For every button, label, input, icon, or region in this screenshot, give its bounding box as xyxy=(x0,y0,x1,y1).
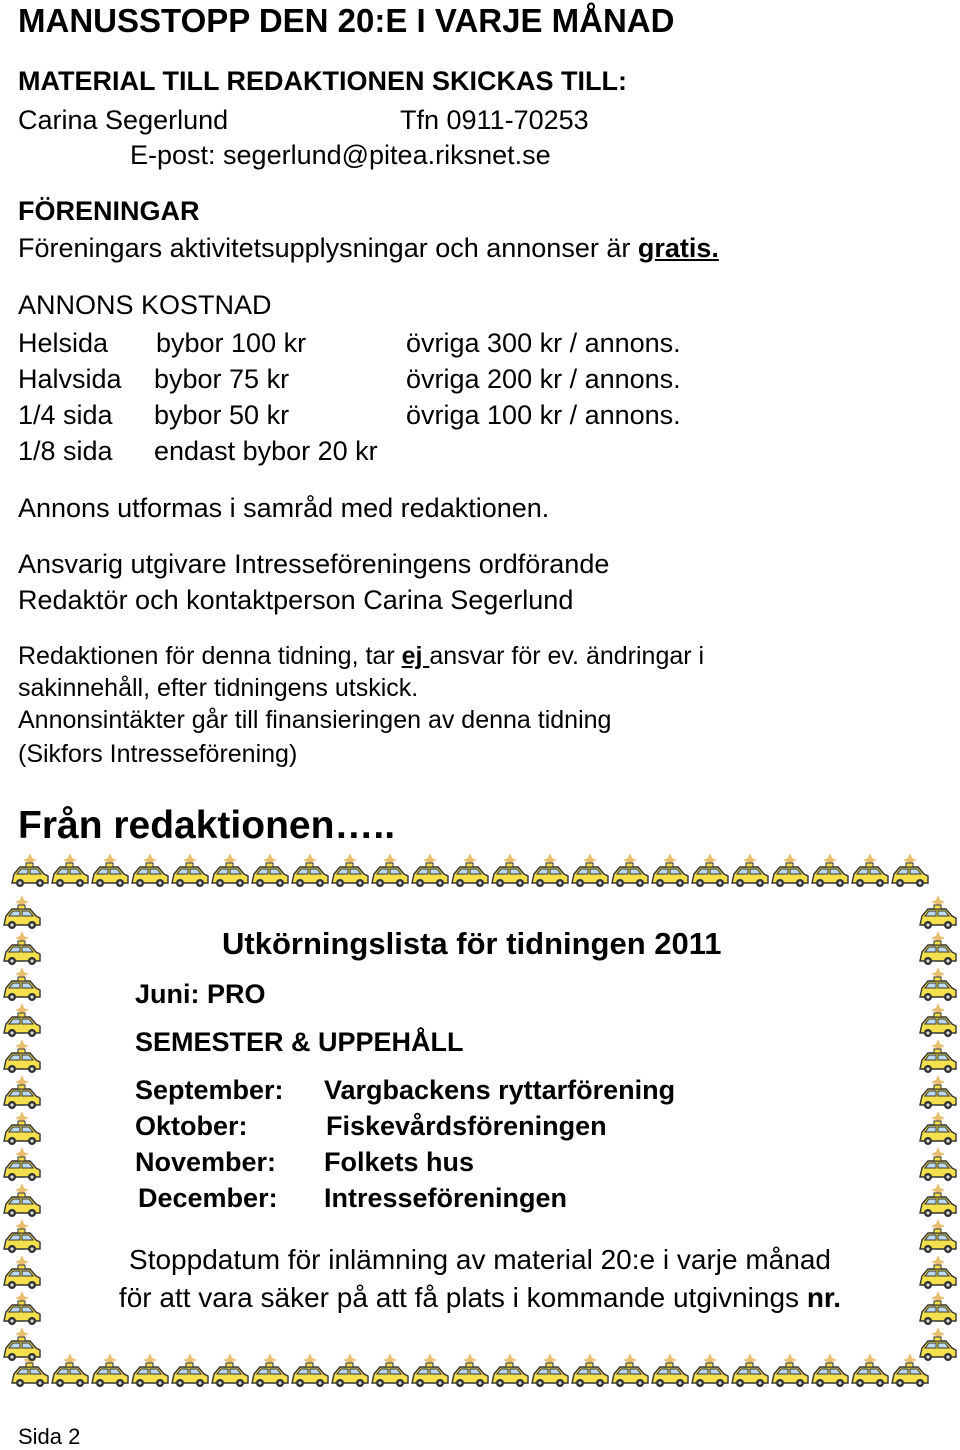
taxi-car-icon xyxy=(12,1363,48,1387)
taxi-car-icon xyxy=(920,941,956,965)
price-size: Halvsida xyxy=(18,364,122,394)
taxi-car-icon xyxy=(172,863,208,887)
taxi-car-icon xyxy=(692,863,728,887)
taxi-car-icon xyxy=(532,1363,568,1387)
foreningar-text xyxy=(18,233,719,264)
taxi-car-icon xyxy=(852,863,888,887)
taxi-car-icon xyxy=(412,1363,448,1387)
disclaimer-line4: (Sikfors Intresseförening) xyxy=(18,740,298,768)
price-bybor: bybor 75 kr xyxy=(154,364,290,394)
taxi-car-icon xyxy=(652,863,688,887)
taxi-car-icon xyxy=(732,1363,768,1387)
foreningar-heading: FÖRENINGAR xyxy=(18,196,200,226)
schedule-org: Folkets hus xyxy=(324,1147,475,1177)
price-size: 1/4 sida xyxy=(18,400,113,430)
ej-emph: ej xyxy=(401,642,430,670)
taxi-car-icon xyxy=(772,863,808,887)
taxi-car-icon xyxy=(920,977,956,1001)
taxi-car-icon xyxy=(692,1363,728,1387)
stop-nr: nr. xyxy=(806,1282,842,1313)
gratis-emph: gratis. xyxy=(637,233,719,263)
taxi-car-icon xyxy=(212,1363,248,1387)
annons-heading: ANNONS KOSTNAD xyxy=(18,290,272,320)
taxi-car-icon xyxy=(772,1363,808,1387)
taxi-car-icon xyxy=(920,1013,956,1037)
contact-phone: Tfn 0911-70253 xyxy=(400,105,589,135)
taxi-car-icon xyxy=(92,863,128,887)
price-bybor: bybor 50 kr xyxy=(154,400,290,430)
price-size: Helsida xyxy=(18,328,109,358)
taxi-car-icon xyxy=(920,905,956,929)
page-title: MANUSSTOPP DEN 20:E I VARJE MÅNAD xyxy=(18,2,675,39)
disclaimer-line2: sakinnehåll, efter tidningens utskick. xyxy=(18,674,419,702)
taxi-car-icon xyxy=(732,863,768,887)
taxi-car-icon xyxy=(52,1363,88,1387)
material-heading: MATERIAL TILL REDAKTIONEN SKICKAS TILL: xyxy=(18,66,627,96)
contact-email: E-post: segerlund@pitea.riksnet.se xyxy=(130,140,551,170)
taxi-car-icon xyxy=(4,1121,40,1145)
annons-note: Annons utformas i samråd med redaktionen. xyxy=(18,493,550,523)
taxi-car-icon xyxy=(292,1363,328,1387)
contact-name: Carina Segerlund xyxy=(18,105,229,135)
page-number: Sida 2 xyxy=(18,1424,81,1449)
taxi-car-icon xyxy=(532,863,568,887)
stop-line2 xyxy=(0,1282,960,1314)
taxi-car-icon xyxy=(4,905,40,929)
taxi-car-icon xyxy=(920,1121,956,1145)
schedule-semester: SEMESTER & UPPEHÅLL xyxy=(135,1027,464,1057)
taxi-car-icon xyxy=(572,1363,608,1387)
taxi-car-icon xyxy=(132,863,168,887)
schedule-month: September: xyxy=(135,1075,284,1105)
taxi-car-icon xyxy=(212,863,248,887)
taxi-car-icon xyxy=(492,863,528,887)
price-size: 1/8 sida xyxy=(18,436,113,466)
taxi-car-icon xyxy=(372,863,408,887)
schedule-month: Oktober: xyxy=(135,1111,248,1141)
price-ovriga: övriga 100 kr / annons. xyxy=(406,400,681,430)
taxi-car-icon xyxy=(892,1363,928,1387)
taxi-car-icon xyxy=(612,863,648,887)
schedule-org: Vargbackens ryttarförening xyxy=(324,1075,676,1105)
taxi-car-icon xyxy=(452,1363,488,1387)
price-ovriga: övriga 200 kr / annons. xyxy=(406,364,681,394)
taxi-car-icon xyxy=(920,1049,956,1073)
taxi-car-icon xyxy=(4,1193,40,1217)
taxi-car-icon xyxy=(332,863,368,887)
taxi-car-icon xyxy=(492,1363,528,1387)
taxi-car-icon xyxy=(12,863,48,887)
taxi-car-icon xyxy=(52,863,88,887)
taxi-car-icon xyxy=(372,1363,408,1387)
taxi-car-icon xyxy=(252,863,288,887)
price-ovriga: övriga 300 kr / annons. xyxy=(406,328,681,358)
foreningar-body: Föreningars aktivitetsupplysningar och annonser är xyxy=(18,233,631,263)
taxi-car-icon xyxy=(4,1337,40,1361)
fran-redaktionen-heading: Från redaktionen….. xyxy=(18,804,396,847)
taxi-car-icon xyxy=(892,863,928,887)
taxi-car-icon xyxy=(572,863,608,887)
schedule-juni: Juni: PRO xyxy=(135,979,266,1009)
taxi-car-icon xyxy=(132,1363,168,1387)
disclaimer-part2: ansvar för ev. ändringar i xyxy=(429,642,705,670)
schedule-month: November: xyxy=(135,1147,277,1177)
stop-line2-text: för att vara säker på att få plats i kommande utgivnings xyxy=(118,1282,800,1313)
taxi-car-icon xyxy=(92,1363,128,1387)
taxi-car-icon xyxy=(852,1363,888,1387)
schedule-month: December: xyxy=(138,1183,278,1213)
price-bybor: endast bybor 20 kr xyxy=(154,436,378,466)
taxi-car-icon xyxy=(252,1363,288,1387)
taxi-car-icon xyxy=(4,1049,40,1073)
taxi-car-icon xyxy=(4,1013,40,1037)
taxi-car-icon xyxy=(172,1363,208,1387)
schedule-title: Utkörningslista för tidningen 2011 xyxy=(222,926,722,961)
taxi-car-icon xyxy=(920,1193,956,1217)
disclaimer-part1: Redaktionen för denna tidning, tar xyxy=(18,642,395,670)
taxi-car-icon xyxy=(332,1363,368,1387)
taxi-car-icon xyxy=(292,863,328,887)
schedule-org: Fiskevårdsföreningen xyxy=(326,1111,607,1141)
taxi-car-icon xyxy=(920,1337,956,1361)
stop-line1: Stoppdatum för inlämning av material 20:e i varje månad xyxy=(129,1244,831,1275)
schedule-org: Intresseföreningen xyxy=(324,1183,568,1213)
taxi-car-icon xyxy=(812,863,848,887)
taxi-car-icon xyxy=(612,1363,648,1387)
taxi-car-icon xyxy=(812,1363,848,1387)
taxi-car-icon xyxy=(4,941,40,965)
price-bybor: bybor 100 kr xyxy=(156,328,307,358)
taxi-car-icon xyxy=(920,1085,956,1109)
taxi-car-icon xyxy=(4,1085,40,1109)
taxi-car-icon xyxy=(452,863,488,887)
taxi-car-icon xyxy=(4,1157,40,1181)
taxi-car-icon xyxy=(920,1157,956,1181)
taxi-car-icon xyxy=(4,977,40,1001)
disclaimer-line1 xyxy=(18,642,704,671)
disclaimer-line3: Annonsintäkter går till finansieringen av denna tidning xyxy=(18,706,612,734)
ansvarig-line2: Redaktör och kontaktperson Carina Segerlund xyxy=(18,585,574,615)
taxi-car-icon xyxy=(412,863,448,887)
taxi-car-icon xyxy=(652,1363,688,1387)
ansvarig-line1: Ansvarig utgivare Intresseföreningens ordförande xyxy=(18,549,610,579)
